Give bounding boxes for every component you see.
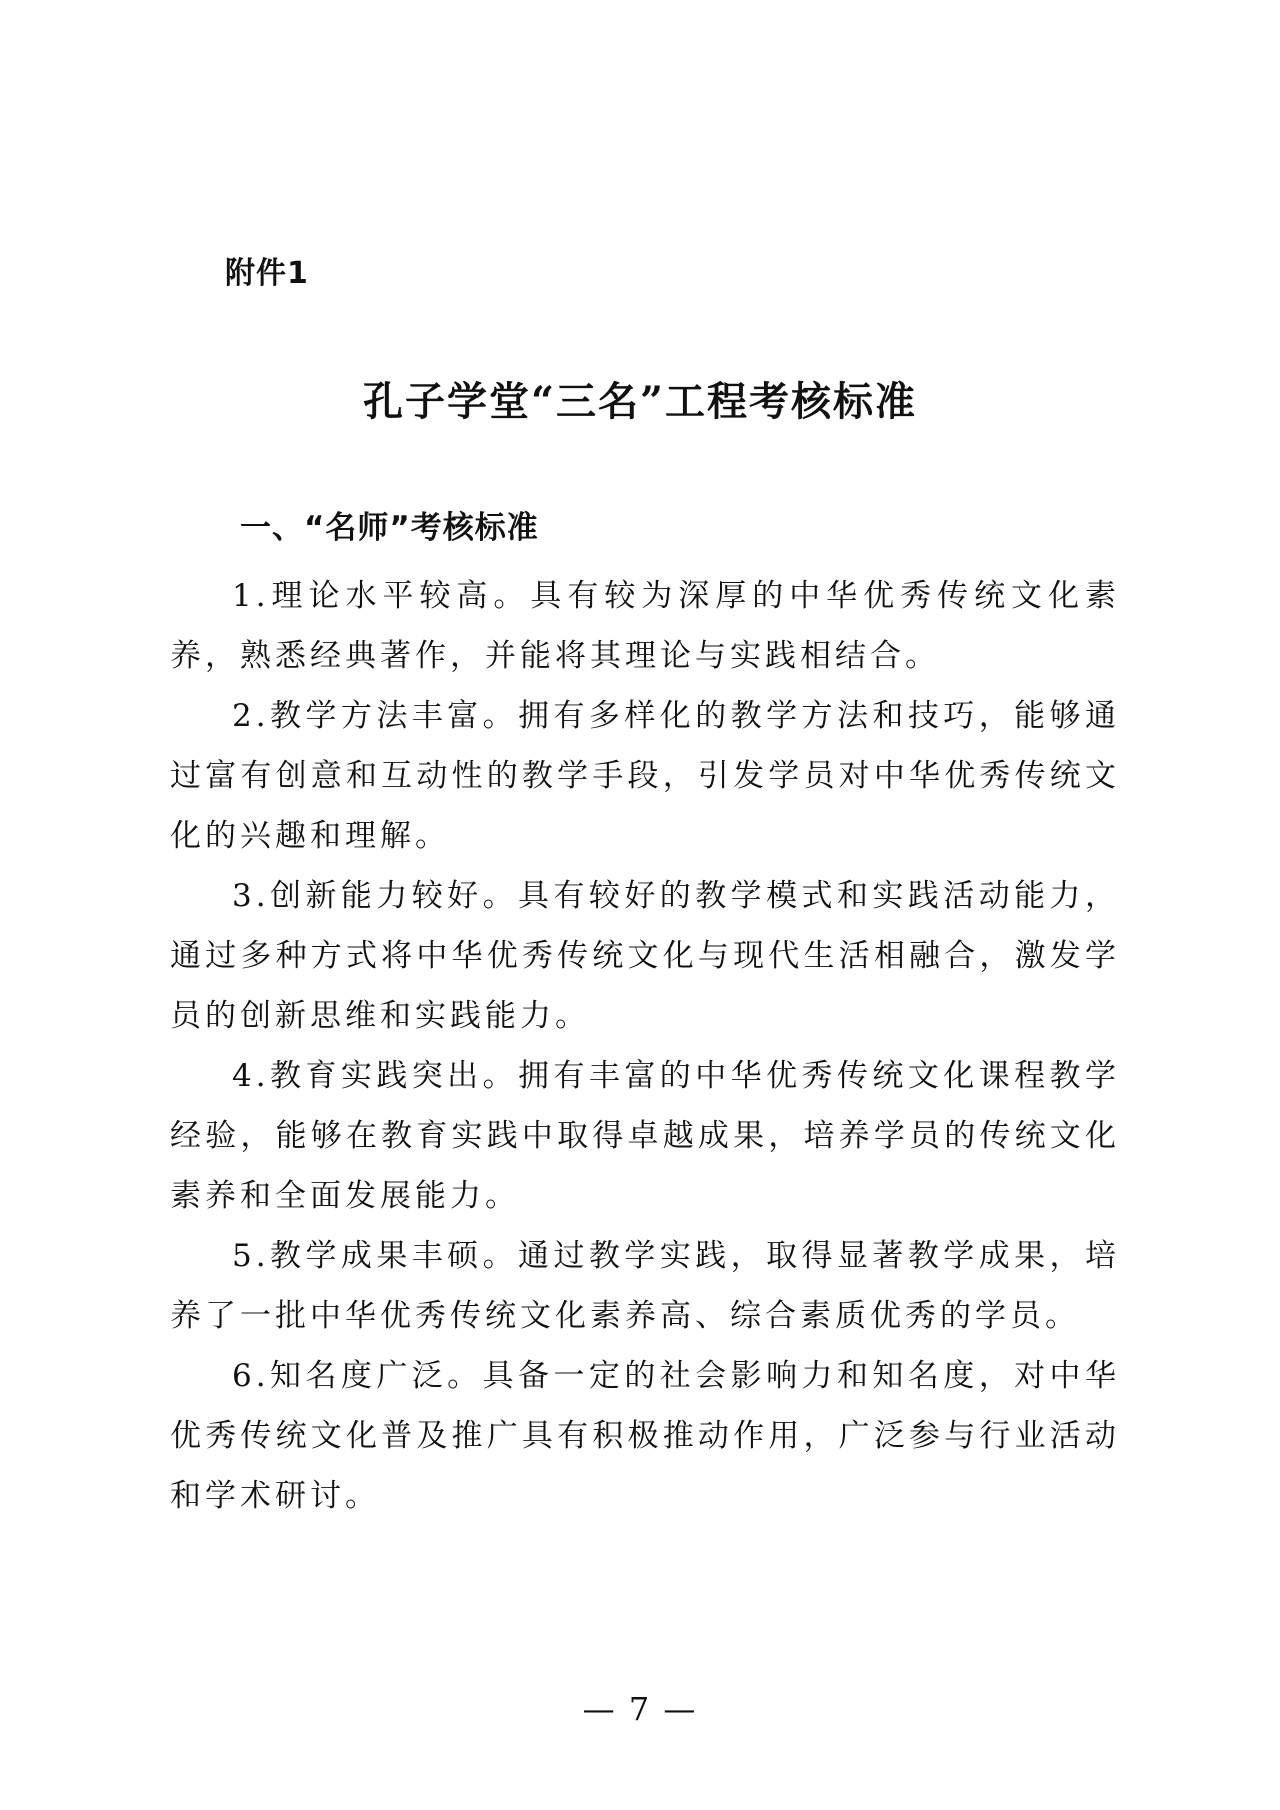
paragraph-4: 4.教育实践突出。拥有丰富的中华优秀传统文化课程教学经验，能够在教育实践中取得卓越成果，培养学员的传统文化素养和全面发展能力。 bbox=[170, 1058, 1120, 1214]
paragraph-5: 5.教学成果丰硕。通过教学实践，取得显著教学成果，培养了一批中华优秀传统文化素养高、综合素质优秀的学员。 bbox=[170, 1238, 1120, 1334]
section-heading: 一、“名师”考核标准 bbox=[240, 510, 539, 546]
document-title: 孔子学堂“三名”工程考核标准 bbox=[362, 378, 917, 425]
document-body bbox=[170, 566, 1120, 1526]
page-number: — 7 — bbox=[582, 1690, 698, 1728]
paragraph-3: 3.创新能力较好。具有较好的教学模式和实践活动能力，通过多种方式将中华优秀传统文化与现代生活相融合，激发学员的创新思维和实践能力。 bbox=[170, 878, 1120, 1034]
paragraph-6: 6.知名度广泛。具备一定的社会影响力和知名度，对中华优秀传统文化普及推广具有积极推动作用，广泛参与行业活动和学术研讨。 bbox=[170, 1358, 1120, 1514]
paragraph-1: 1.理论水平较高。具有较为深厚的中华优秀传统文化素养，熟悉经典著作，并能将其理论与实践相结合。 bbox=[170, 578, 1120, 674]
paragraph-2: 2.教学方法丰富。拥有多样化的教学方法和技巧，能够通过富有创意和互动性的教学手段，引发学员对中华优秀传统文化的兴趣和理解。 bbox=[170, 698, 1120, 854]
attachment-label: 附件1 bbox=[225, 256, 309, 291]
